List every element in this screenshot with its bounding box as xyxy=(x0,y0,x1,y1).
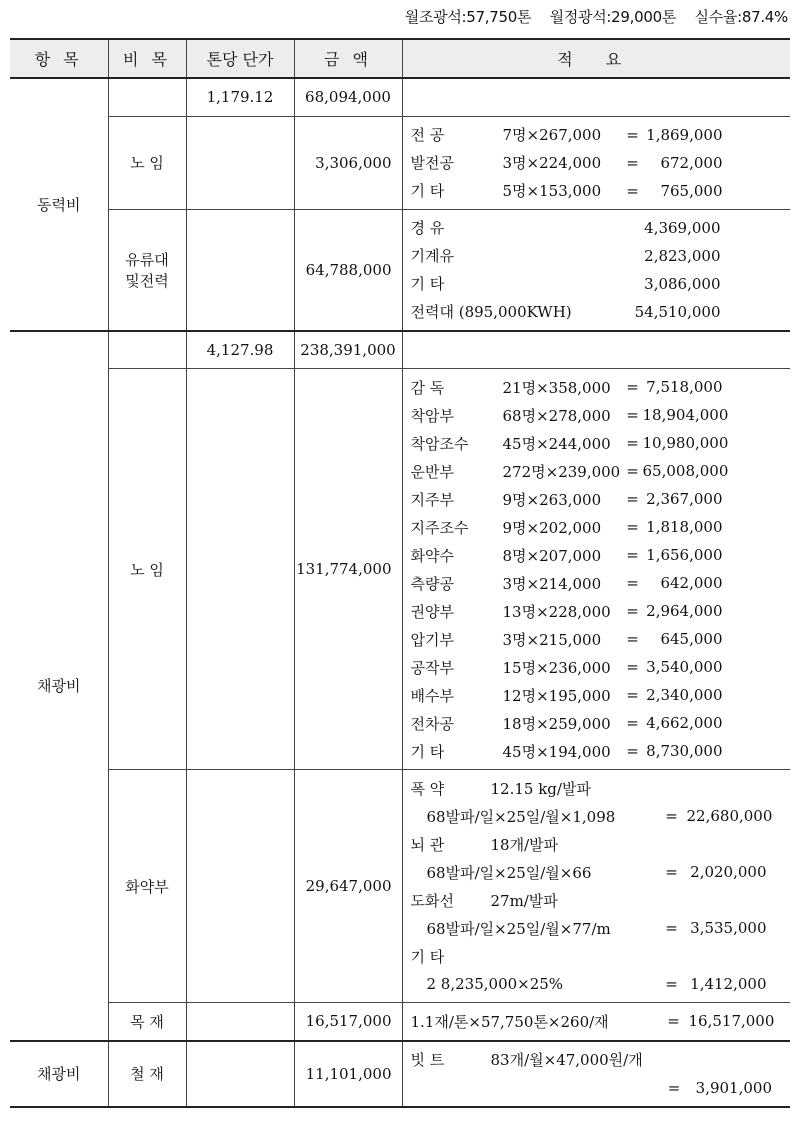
amount: 131,774,000 xyxy=(294,369,402,770)
remark-line: 측량공 3명×214,000 = 642,000 xyxy=(410,574,723,593)
table-row xyxy=(10,770,790,1003)
remark-line: 전력대 (895,000KWH) 54,510,000 xyxy=(410,302,721,321)
remarks xyxy=(402,770,790,1003)
subitem-labor: 노 임 xyxy=(108,116,186,209)
monthly-concentrate: 월정광석:29,000톤 xyxy=(549,8,677,26)
table-row xyxy=(10,1041,790,1107)
subitem-explosives: 화약부 xyxy=(108,770,186,1003)
amount: 11,101,000 xyxy=(294,1041,402,1107)
remark-line: 뇌 관 18개/발파 xyxy=(410,835,559,854)
remark-line: 전차공 18명×259,000 = 4,662,000 xyxy=(410,714,723,733)
category-power: 동력비 xyxy=(10,78,108,331)
remark-line: 68발파/일×25일/월×77/m = 3,535,000 xyxy=(426,919,767,938)
table-row xyxy=(10,369,790,770)
remark-line: 권양부 13명×228,000 = 2,964,000 xyxy=(410,602,723,621)
remark-line: 도화선 27m/발파 xyxy=(410,891,558,910)
remark-line: 전 공 7명×267,000 = 1,869,000 xyxy=(410,125,723,144)
remark-line: 운반부 272명×239,000 = 65,008,000 xyxy=(410,462,729,481)
amount: 29,647,000 xyxy=(294,770,402,1003)
remark-line: = 3,901,000 xyxy=(667,1078,772,1097)
remark-line: 1.1재/톤×57,750톤×260/재 = 16,517,000 xyxy=(410,1012,775,1031)
remark-line: 기 타 xyxy=(410,947,445,966)
remark-line: 기계유 2,823,000 xyxy=(410,246,721,265)
header-item: 항 목 xyxy=(10,39,108,78)
amount: 64,788,000 xyxy=(294,209,402,331)
category-mining-cont: 채광비 xyxy=(10,1041,108,1107)
remark-line: 공작부 15명×236,000 = 3,540,000 xyxy=(410,658,723,677)
remark-line: 감 독 21명×358,000 = 7,518,000 xyxy=(410,378,723,397)
amount: 68,094,000 xyxy=(294,78,402,116)
cost-table xyxy=(10,38,790,1108)
subitem-timber: 목 재 xyxy=(108,1003,186,1041)
remark-line: 폭 약 12.15 kg/발파 xyxy=(410,779,591,798)
remarks xyxy=(402,1003,790,1041)
remark-line: 지주부 9명×263,000 = 2,367,000 xyxy=(410,490,723,509)
subitem-steel: 철 재 xyxy=(108,1041,186,1107)
remark-line: 기 타 3,086,000 xyxy=(410,274,721,293)
remark-line: 기 타 5명×153,000 = 765,000 xyxy=(410,181,723,200)
remark-line: 착암조수 45명×244,000 = 10,980,000 xyxy=(410,434,729,453)
remark-line: 지주조수 9명×202,000 = 1,818,000 xyxy=(410,518,723,537)
unit-cost: 1,179.12 xyxy=(186,78,294,116)
table-header-row xyxy=(10,39,790,78)
remark-line: 68발파/일×25일/월×66 = 2,020,000 xyxy=(426,863,767,882)
remark-line: 배수부 12명×195,000 = 2,340,000 xyxy=(410,686,723,705)
table-row xyxy=(10,209,790,331)
monthly-crude-ore: 월조광석:57,750톤 xyxy=(404,8,532,26)
table-row xyxy=(10,1003,790,1041)
unit-cost: 4,127.98 xyxy=(186,331,294,369)
amount: 238,391,000 xyxy=(294,331,402,369)
table-row xyxy=(10,78,790,116)
subitem-fuel: 유류대 및전력 xyxy=(108,209,186,331)
remark-line: 경 유 4,369,000 xyxy=(410,218,721,237)
remarks xyxy=(402,369,790,770)
remarks xyxy=(402,1041,790,1107)
ore-summary-header xyxy=(391,6,788,27)
amount: 16,517,000 xyxy=(294,1003,402,1041)
header-remarks: 적 요 xyxy=(402,39,790,78)
remark-line: 착암부 68명×278,000 = 18,904,000 xyxy=(410,406,729,425)
header-subitem: 비 목 xyxy=(108,39,186,78)
remark-line: 압기부 3명×215,000 = 645,000 xyxy=(410,630,723,649)
header-unit-cost: 톤당 단가 xyxy=(186,39,294,78)
remark-line: 빗 트 83개/월×47,000원/개 xyxy=(410,1051,643,1069)
remark-line: 발전공 3명×224,000 = 672,000 xyxy=(410,153,723,172)
recovery-rate: 실수율:87.4% xyxy=(694,8,788,26)
remarks xyxy=(402,116,790,209)
remark-line: 화약수 8명×207,000 = 1,656,000 xyxy=(410,546,723,565)
subitem-labor: 노 임 xyxy=(108,369,186,770)
amount: 3,306,000 xyxy=(294,116,402,209)
header-amount: 금 액 xyxy=(294,39,402,78)
remark-line: 2 8,235,000×25% = 1,412,000 xyxy=(426,975,767,993)
remark-line: 기 타 45명×194,000 = 8,730,000 xyxy=(410,742,723,761)
table-row xyxy=(10,331,790,369)
remark-line: 68발파/일×25일/월×1,098 = 22,680,000 xyxy=(426,807,773,826)
table-row xyxy=(10,116,790,209)
category-mining: 채광비 xyxy=(10,331,108,1041)
remarks xyxy=(402,209,790,331)
